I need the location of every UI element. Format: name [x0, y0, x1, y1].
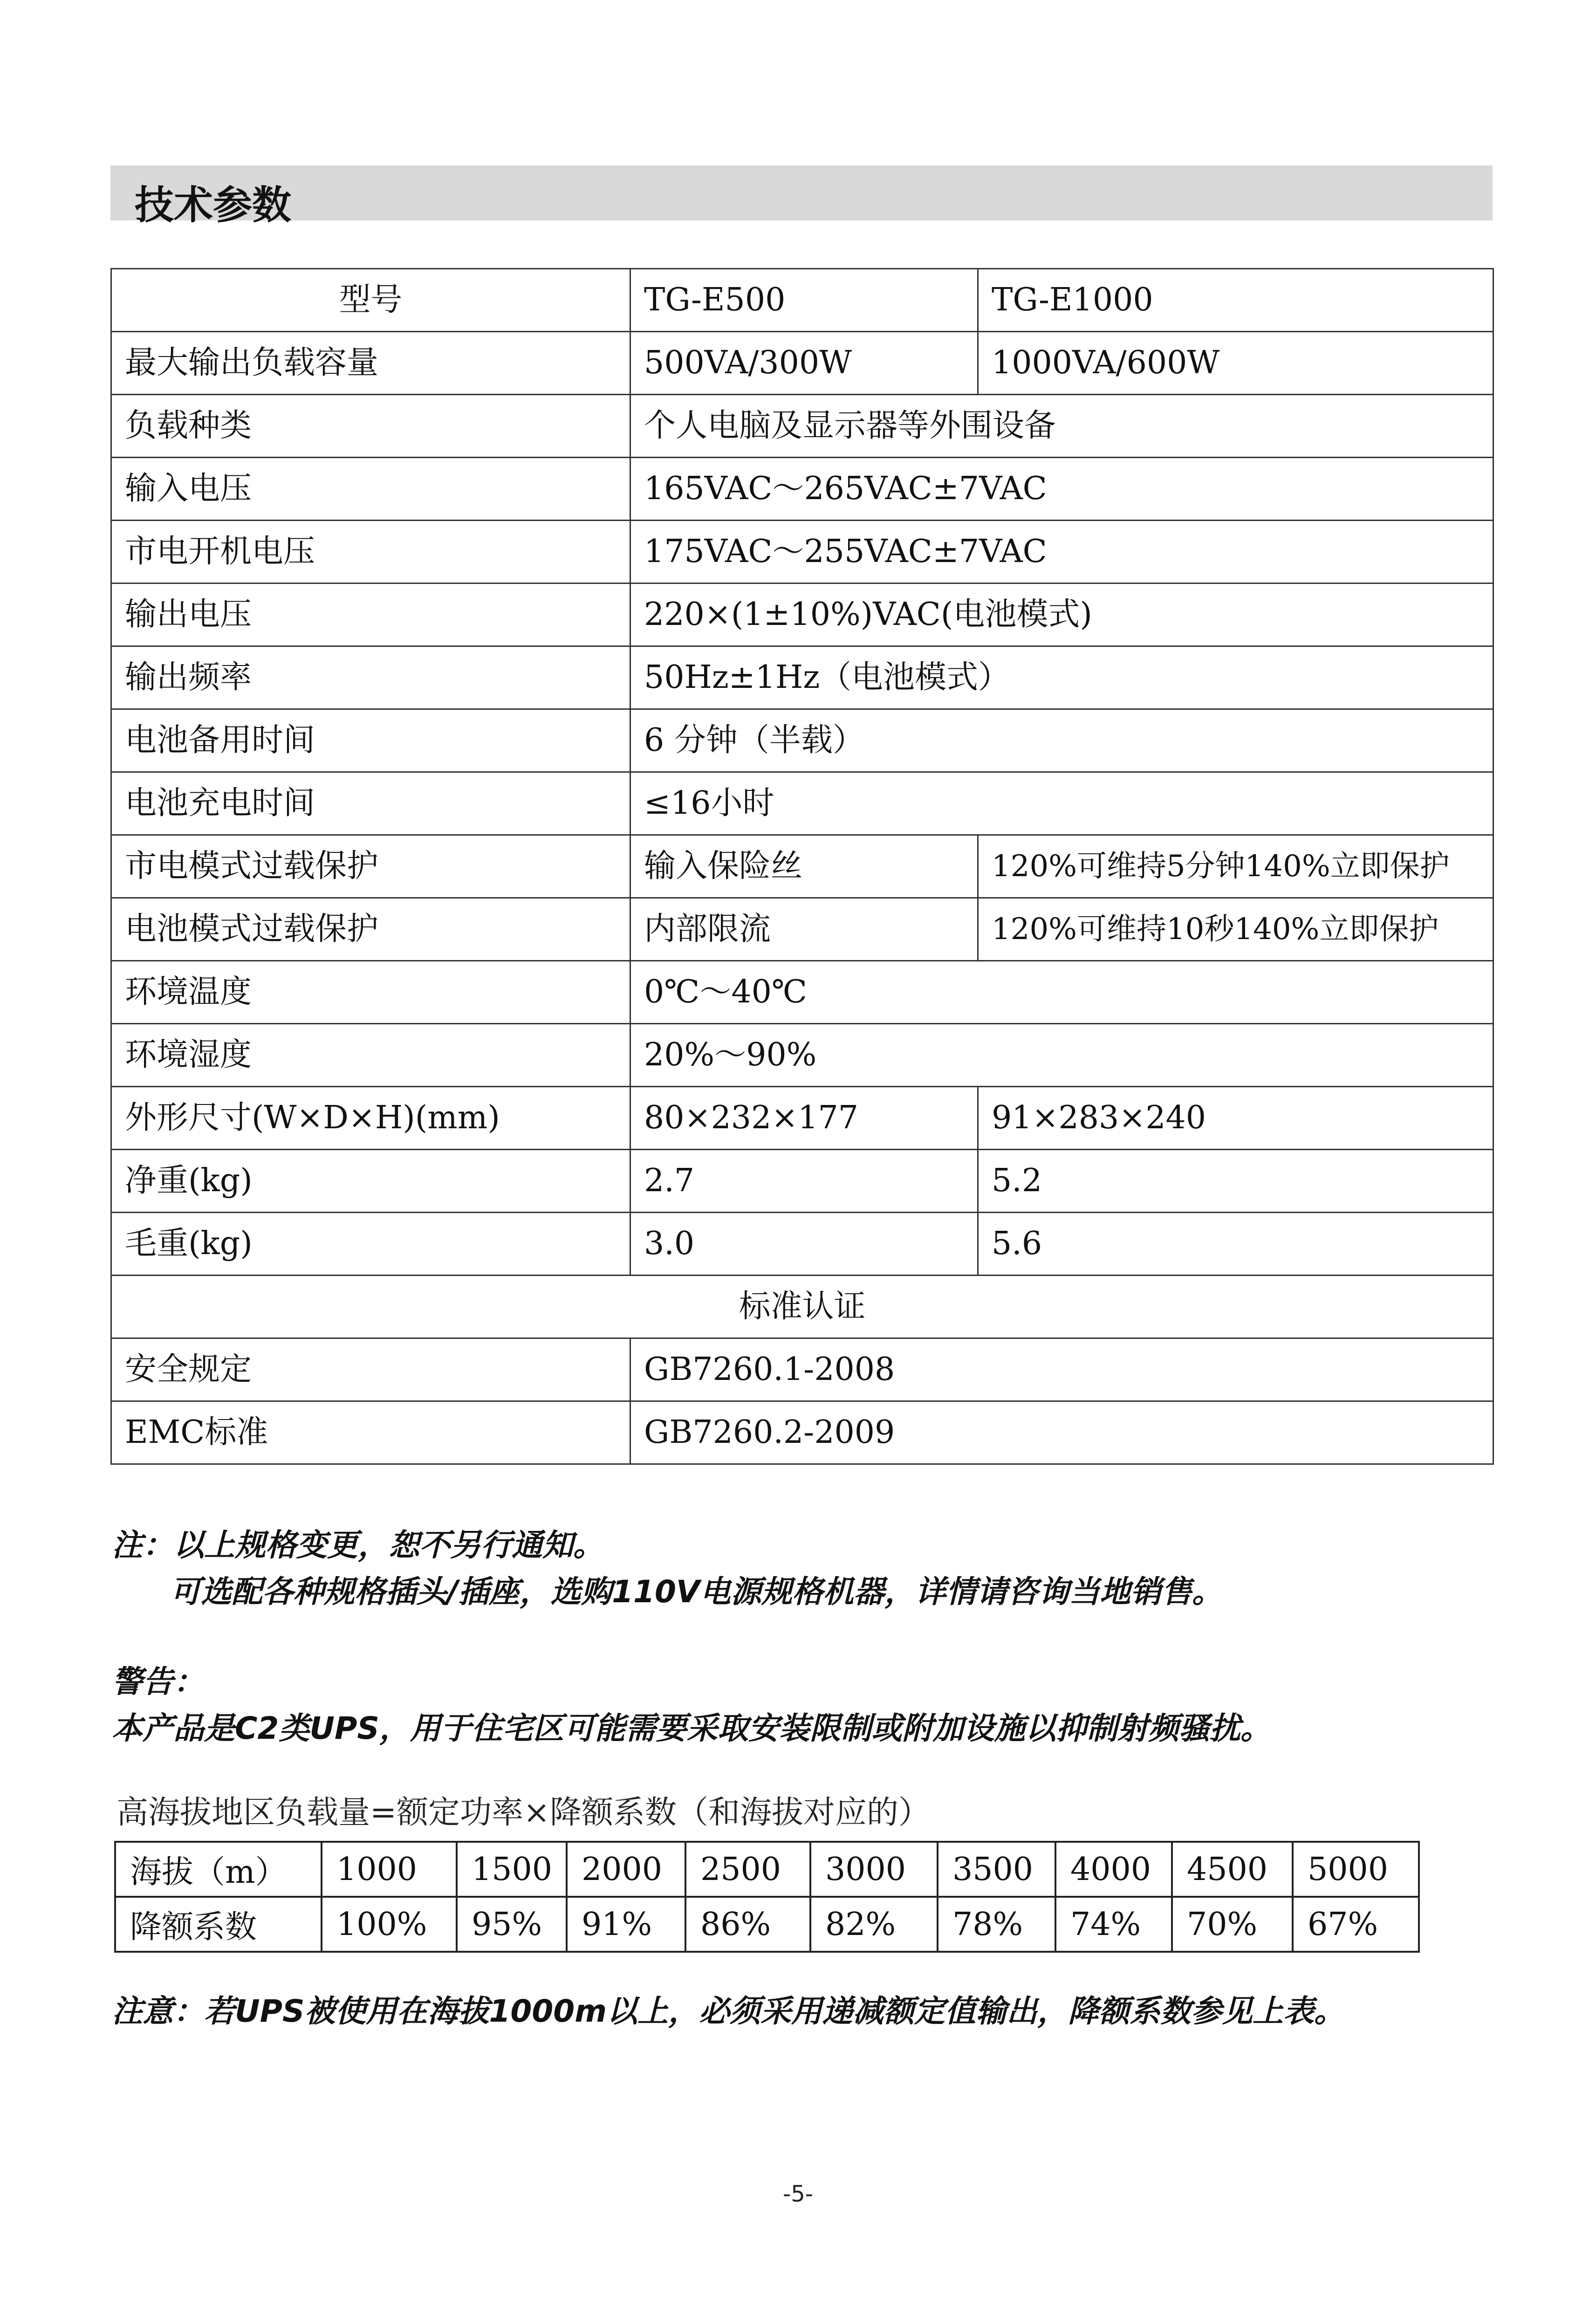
- row-label: 外形尺寸(W×D×H)(mm): [111, 1087, 630, 1150]
- table-row: [111, 961, 1493, 1024]
- derating-cell: 82%: [810, 1897, 938, 1952]
- table-row: [111, 583, 1493, 646]
- altitude-cell: 2500: [685, 1842, 810, 1897]
- row-value-a: 500VA/300W: [630, 332, 978, 395]
- altitude-cell: 4000: [1055, 1842, 1172, 1897]
- table-row: [111, 521, 1493, 583]
- altitude-usage-note: 注意：若UPS被使用在海拔1000m以上，必须采用递减额定值输出，降额系数参见上表。: [112, 1993, 1345, 2029]
- derating-cell: 100%: [322, 1897, 457, 1952]
- certification-title: 标准认证: [111, 1276, 1493, 1338]
- row-label: 输入电压: [111, 458, 630, 521]
- altitude-cell: 1500: [457, 1842, 567, 1897]
- row-label: 环境温度: [111, 961, 630, 1024]
- altitude-cell: 4500: [1172, 1842, 1293, 1897]
- row-label: EMC标准: [111, 1401, 630, 1464]
- row-value-b: 5.2: [978, 1150, 1493, 1213]
- spec-table: [110, 268, 1494, 1465]
- altitude-cell: 3500: [938, 1842, 1055, 1897]
- derating-formula: 高海拔地区负载量=额定功率×降额系数（和海拔对应的）: [116, 1794, 930, 1831]
- section-title-row: [111, 1276, 1493, 1338]
- table-row: [111, 1338, 1493, 1401]
- row-label: 电池模式过载保护: [111, 898, 630, 961]
- table-row: [111, 772, 1493, 835]
- plug-option-note: 可选配各种规格插头/插座，选购110V电源规格机器，详情请咨询当地销售。: [170, 1574, 1223, 1610]
- derating-cell: 74%: [1055, 1897, 1172, 1952]
- warning-title: 警告：: [112, 1664, 204, 1700]
- spec-change-note: 注：以上规格变更，恕不另行通知。: [112, 1527, 604, 1563]
- altitude-cell: 1000: [322, 1842, 457, 1897]
- spec-header-row: [111, 269, 1493, 332]
- row-value: 50Hz±1Hz（电池模式）: [630, 646, 1493, 709]
- table-row: [111, 1150, 1493, 1213]
- derating-cell: 78%: [938, 1897, 1055, 1952]
- row-label: 电池备用时间: [111, 709, 630, 772]
- row-label: 电池充电时间: [111, 772, 630, 835]
- row-label: 市电模式过载保护: [111, 835, 630, 898]
- row-label: 毛重(kg): [111, 1213, 630, 1276]
- derating-cell: 67%: [1293, 1897, 1419, 1952]
- row-value-b: 1000VA/600W: [978, 332, 1493, 395]
- table-row: [111, 1087, 1493, 1150]
- row-label: 负载种类: [111, 395, 630, 458]
- section-heading: 技术参数: [135, 182, 292, 228]
- row-label: 净重(kg): [111, 1150, 630, 1213]
- derating-cell: 95%: [457, 1897, 567, 1952]
- row-value: 个人电脑及显示器等外围设备: [630, 395, 1493, 458]
- row-label: 安全规定: [111, 1338, 630, 1401]
- row-value: GB7260.2-2009: [630, 1401, 1493, 1464]
- row-value: 6 分钟（半载）: [630, 709, 1493, 772]
- row-label: 环境湿度: [111, 1024, 630, 1087]
- row-value: 175VAC～255VAC±7VAC: [630, 521, 1493, 583]
- table-row: [111, 1213, 1493, 1276]
- table-row: [111, 395, 1493, 458]
- header-label: 型号: [111, 269, 630, 332]
- section-heading-bar: [110, 165, 1493, 228]
- altitude-label: 海拔（m）: [115, 1842, 322, 1897]
- row-label: 最大输出负载容量: [111, 332, 630, 395]
- row-value: GB7260.1-2008: [630, 1338, 1493, 1401]
- table-row: [111, 1401, 1493, 1464]
- row-value: 0℃～40℃: [630, 961, 1493, 1024]
- table-row: [111, 898, 1493, 961]
- row-label: 市电开机电压: [111, 521, 630, 583]
- derating-cell: 86%: [685, 1897, 810, 1952]
- row-value-b: 5.6: [978, 1213, 1493, 1276]
- page-number: -5-: [782, 2181, 814, 2207]
- row-value: 220×(1±10%)VAC(电池模式): [630, 583, 1493, 646]
- derating-cell: 70%: [1172, 1897, 1293, 1952]
- table-row: [111, 709, 1493, 772]
- altitude-cell: 2000: [567, 1842, 685, 1897]
- table-row: [111, 458, 1493, 521]
- table-row: [111, 835, 1493, 898]
- row-value-a: 输入保险丝: [630, 835, 978, 898]
- row-value-a: 内部限流: [630, 898, 978, 961]
- row-label: 输出频率: [111, 646, 630, 709]
- header-model-b: TG-E1000: [978, 269, 1493, 332]
- table-row: [111, 332, 1493, 395]
- header-model-a: TG-E500: [630, 269, 978, 332]
- warning-text: 本产品是C2类UPS，用于住宅区可能需要采取安装限制或附加设施以抑制射频骚扰。: [112, 1710, 1271, 1746]
- row-value-b: 91×283×240: [978, 1087, 1493, 1150]
- derating-label: 降额系数: [115, 1897, 322, 1952]
- table-row: [111, 646, 1493, 709]
- row-value: ≤16小时: [630, 772, 1493, 835]
- derating-cell: 91%: [567, 1897, 685, 1952]
- row-value-b: 120%可维持10秒140%立即保护: [978, 898, 1493, 961]
- row-value: 20%～90%: [630, 1024, 1493, 1087]
- altitude-derating-table: [114, 1841, 1420, 1953]
- row-value-b: 120%可维持5分钟140%立即保护: [978, 835, 1493, 898]
- row-value-a: 80×232×177: [630, 1087, 978, 1150]
- altitude-cell: 3000: [810, 1842, 938, 1897]
- row-value-a: 2.7: [630, 1150, 978, 1213]
- derating-row: [115, 1897, 1419, 1952]
- table-row: [111, 1024, 1493, 1087]
- altitude-row: [115, 1842, 1419, 1897]
- row-value: 165VAC～265VAC±7VAC: [630, 458, 1493, 521]
- row-value-a: 3.0: [630, 1213, 978, 1276]
- altitude-cell: 5000: [1293, 1842, 1419, 1897]
- row-label: 输出电压: [111, 583, 630, 646]
